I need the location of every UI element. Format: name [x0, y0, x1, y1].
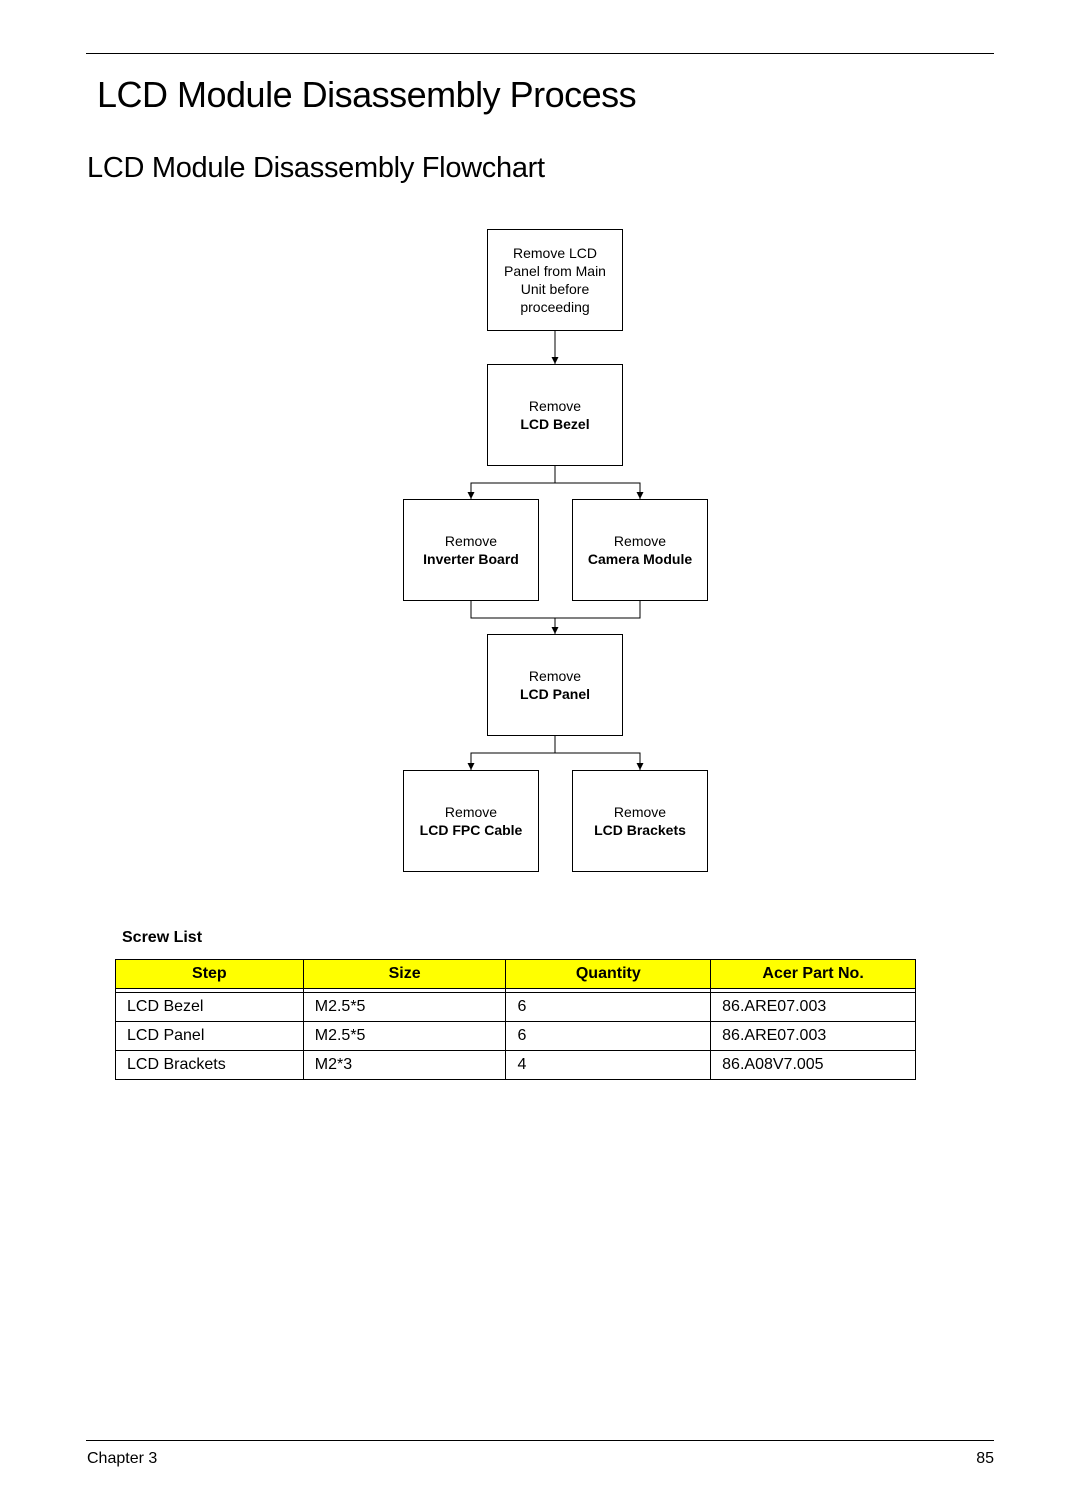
table-header-row: [116, 960, 916, 989]
flow-step-action: Remove: [613, 804, 667, 820]
flow-step-camera-module: [572, 499, 708, 601]
arrow-step2-step3a: [471, 466, 555, 499]
section-subtitle: LCD Module Disassembly Flowchart: [87, 152, 545, 184]
cell-step: LCD Bezel: [116, 993, 304, 1022]
flow-step-text: Remove LCD: [512, 245, 598, 261]
column-header-quantity: Quantity: [506, 960, 711, 989]
cell-size: M2.5*5: [303, 1022, 506, 1051]
cell-size: M2.5*5: [303, 993, 506, 1022]
flow-step-lcd-bezel: [487, 364, 623, 466]
flow-step-item: Inverter Board: [423, 551, 519, 567]
flow-step-lcd-fpc-cable: [403, 770, 539, 872]
flow-step-action: Remove: [444, 804, 498, 820]
cell-size: M2*3: [303, 1051, 506, 1080]
flow-step-item: LCD Panel: [519, 686, 590, 702]
flow-step-item: Camera Module: [587, 551, 693, 567]
flow-step-inverter-board: [403, 499, 539, 601]
footer-rule: [86, 1440, 994, 1441]
cell-part-no: 86.A08V7.005: [711, 1051, 916, 1080]
footer-page-number: 85: [976, 1450, 994, 1467]
cell-part-no: 86.ARE07.003: [711, 1022, 916, 1051]
screw-list-title: Screw List: [122, 929, 203, 946]
flow-step-lcd-brackets: [572, 770, 708, 872]
column-header-part-no: Acer Part No.: [711, 960, 916, 989]
flow-step-action: Remove: [444, 533, 498, 549]
flow-step-item: LCD FPC Cable: [419, 822, 523, 838]
footer-chapter: Chapter 3: [87, 1450, 158, 1467]
cell-quantity: 4: [506, 1051, 711, 1080]
flow-step-lcd-panel: [487, 634, 623, 736]
column-header-step: Step: [116, 960, 304, 989]
column-header-size: Size: [303, 960, 506, 989]
flow-step-remove-lcd-panel-from-main: [487, 229, 623, 331]
flow-step-action: Remove: [613, 533, 667, 549]
table-row: [116, 993, 916, 1022]
flow-step-text: Panel from Main: [504, 263, 606, 279]
merge-step3: [471, 601, 640, 618]
table-row: [116, 1022, 916, 1051]
page-title: LCD Module Disassembly Process: [97, 74, 637, 115]
cell-quantity: 6: [506, 1022, 711, 1051]
flow-step-action: Remove: [528, 398, 582, 414]
arrow-step4-step5b: [555, 753, 640, 770]
screw-list-table: [115, 959, 916, 1080]
cell-quantity: 6: [506, 993, 711, 1022]
flow-step-text: Unit before: [520, 281, 590, 297]
table-row: [116, 1051, 916, 1080]
arrow-step4-step5a: [471, 736, 555, 770]
flow-step-text: proceeding: [520, 299, 590, 315]
cell-step: LCD Brackets: [116, 1051, 304, 1080]
cell-part-no: 86.ARE07.003: [711, 993, 916, 1022]
flow-step-item: LCD Bezel: [520, 416, 590, 432]
flow-step-action: Remove: [528, 668, 582, 684]
cell-step: LCD Panel: [116, 1022, 304, 1051]
arrow-step2-step3b: [555, 483, 640, 499]
flow-step-item: LCD Brackets: [594, 822, 686, 838]
